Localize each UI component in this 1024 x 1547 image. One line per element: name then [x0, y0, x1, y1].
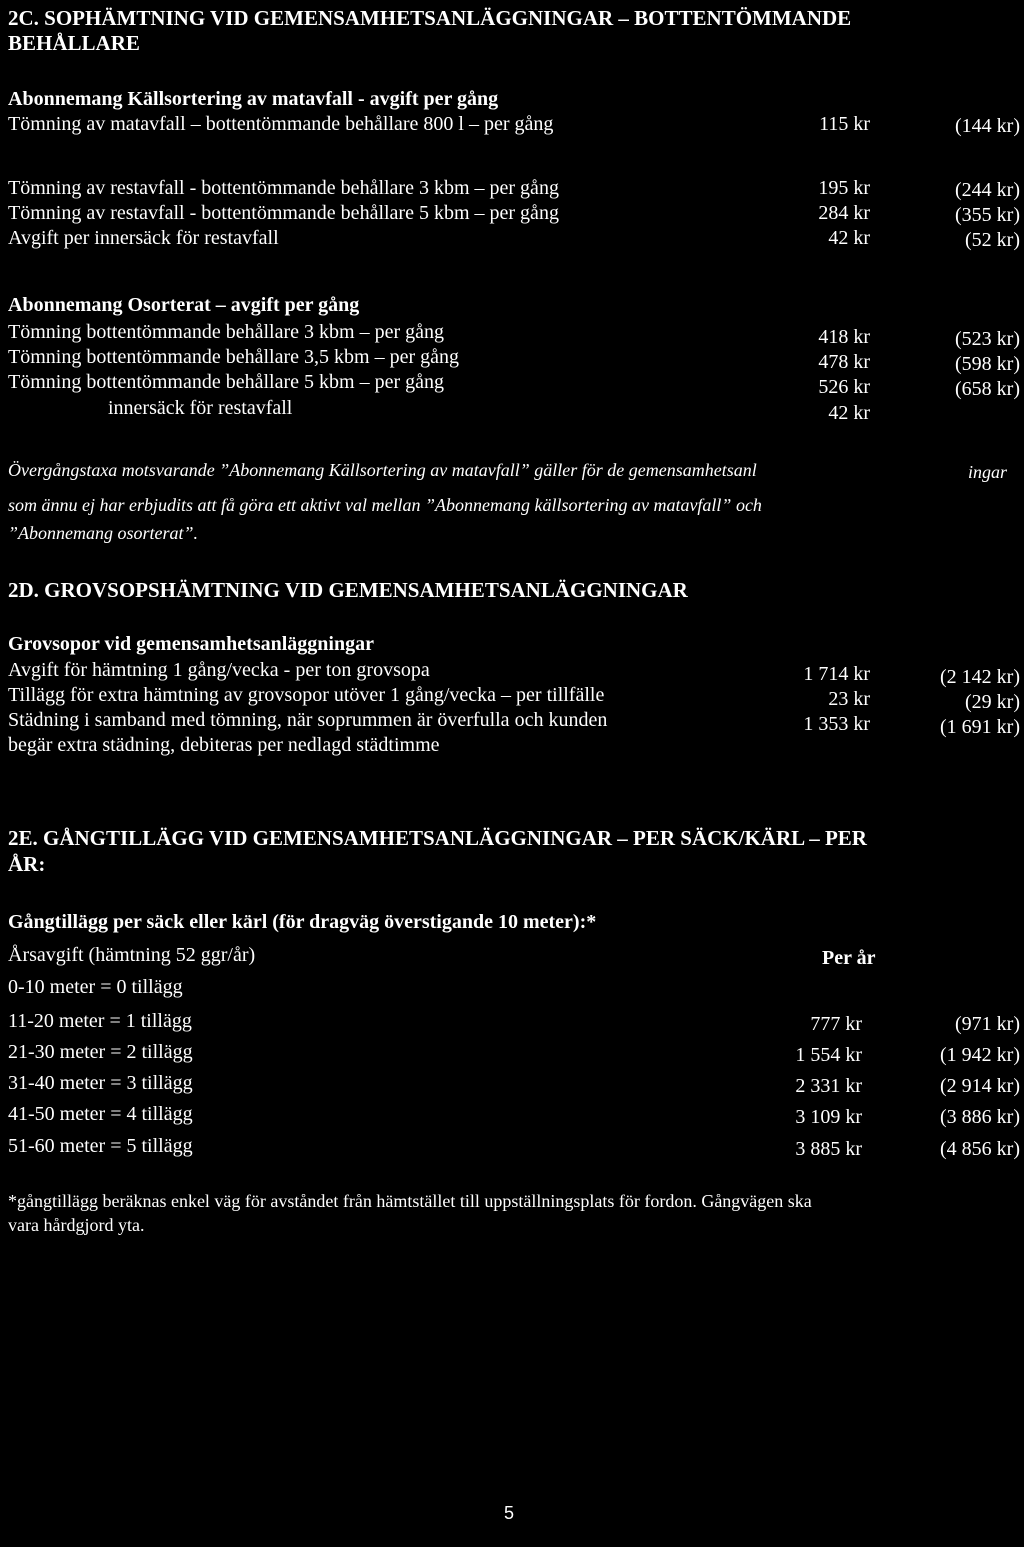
distance-row-label: 51-60 meter = 5 tillägg — [8, 1135, 193, 1157]
page-number: 5 — [504, 1503, 515, 1523]
footnote-line2: vara hårdgjord yta. — [8, 1215, 145, 1235]
fee-row-price-incl: (1 942 kr) — [940, 1044, 1020, 1066]
fee-row-price: 42 kr — [828, 402, 870, 424]
fee-row-label: Städning i samband med tömning, när soprummen är överfulla och kunden — [8, 709, 608, 731]
section-2e-title-line1: 2E. GÅNGTILLÄGG VID GEMENSAMHETSANLÄGGNINGAR – PER SÄCK/KÄRL – PER — [8, 826, 867, 850]
fee-row-label: Tömning av restavfall - bottentömmande behållare 5 kbm – per gång — [8, 202, 559, 224]
fee-row-price-incl: (971 kr) — [955, 1013, 1020, 1035]
fee-row-price: 1 554 kr — [795, 1044, 862, 1066]
fee-row-price-incl: (355 kr) — [955, 204, 1020, 226]
fee-row-price-incl: (144 kr) — [955, 115, 1020, 137]
distance-row-label: 41-50 meter = 4 tillägg — [8, 1103, 193, 1125]
transition-note-line2: som ännu ej har erbjudits att få göra ett aktivt val mellan ”Abonnemang källsortering av matavfall” och — [8, 495, 762, 515]
section-2d-title: 2D. GROVSOPSHÄMTNING VID GEMENSAMHETSANLÄGGNINGAR — [8, 578, 688, 602]
fee-row-price-incl: (4 856 kr) — [940, 1138, 1020, 1160]
fee-row-price-incl: (658 kr) — [955, 378, 1020, 400]
fee-row-price: 3 109 kr — [795, 1106, 862, 1128]
transition-note-line1: Övergångstaxa motsvarande ”Abonnemang Källsortering av matavfall” gäller för de gemensamhetsanl — [8, 460, 757, 480]
fee-row-price-incl: (3 886 kr) — [940, 1106, 1020, 1128]
fee-row-price: 526 kr — [818, 376, 870, 398]
footnote-line1: *gångtillägg beräknas enkel väg för avståndet från hämtstället till uppställningsplats för fordon. Gångvägen ska — [8, 1191, 812, 1211]
section-2c-title-line1: 2C. SOPHÄMTNING VID GEMENSAMHETSANLÄGGNINGAR – BOTTENTÖMMANDE — [8, 6, 852, 30]
fee-row-price: 115 kr — [819, 113, 870, 135]
subheading-kallsortering: Abonnemang Källsortering av matavfall - avgift per gång — [8, 88, 499, 110]
fee-row-price: 284 kr — [818, 202, 870, 224]
fee-row-price: 478 kr — [818, 351, 870, 373]
fee-row-price-incl: (2 142 kr) — [940, 666, 1020, 688]
fee-row-price: 2 331 kr — [795, 1075, 862, 1097]
fee-row-label: Tömning bottentömmande behållare 3,5 kbm – per gång — [8, 346, 459, 368]
fee-row-label: Avgift för hämtning 1 gång/vecka - per ton grovsopa — [8, 659, 430, 681]
distance-row-label: 11-20 meter = 1 tillägg — [8, 1010, 192, 1032]
per-year-header: Per år — [822, 947, 876, 969]
fee-row-label-continuation: begär extra städning, debiteras per nedlagd städtimme — [8, 734, 440, 756]
transition-note-line3: ”Abonnemang osorterat”. — [8, 523, 199, 543]
fee-row-price: 42 kr — [828, 227, 870, 249]
fee-row-label: Tömning av matavfall – bottentömmande behållare 800 l – per gång — [8, 113, 554, 135]
fee-row-price-incl: (523 kr) — [955, 328, 1020, 350]
fee-row-price-incl: (244 kr) — [955, 179, 1020, 201]
distance-row-label: 31-40 meter = 3 tillägg — [8, 1072, 193, 1094]
fee-row-price: 1 353 kr — [803, 713, 870, 735]
fee-row-label: Tömning av restavfall - bottentömmande behållare 3 kbm – per gång — [8, 177, 559, 199]
section-2c-title-line2: BEHÅLLARE — [8, 31, 140, 55]
distance-row-label: 21-30 meter = 2 tillägg — [8, 1041, 193, 1063]
subheading-grovsopor: Grovsopor vid gemensamhetsanläggningar — [8, 633, 374, 655]
fee-row-price-incl: (1 691 kr) — [940, 716, 1020, 738]
subheading-osorterat: Abonnemang Osorterat – avgift per gång — [8, 294, 360, 316]
fee-row-price: 195 kr — [818, 177, 870, 199]
fee-row-label: Tömning bottentömmande behållare 3 kbm – per gång — [8, 321, 444, 343]
subheading-gangtillagg: Gångtillägg per säck eller kärl (för dragväg överstigande 10 meter):* — [8, 911, 597, 933]
fee-row-price: 1 714 kr — [803, 663, 870, 685]
annual-fee-label: Årsavgift (hämtning 52 ggr/år) — [8, 944, 256, 966]
fee-row-price: 418 kr — [818, 326, 870, 348]
fee-row-price-incl: (2 914 kr) — [940, 1075, 1020, 1097]
fee-row-price-incl: (52 kr) — [965, 229, 1020, 251]
distance-row-label: 0-10 meter = 0 tillägg — [8, 976, 183, 998]
fee-row-price: 23 kr — [828, 688, 870, 710]
fee-row-price-incl: (29 kr) — [965, 691, 1020, 713]
fee-row-price: 777 kr — [810, 1013, 862, 1035]
fee-row-label: Avgift per innersäck för restavfall — [8, 227, 279, 249]
fee-row-label: Tillägg för extra hämtning av grovsopor utöver 1 gång/vecka – per tillfälle — [8, 684, 605, 706]
fee-row-label: innersäck för restavfall — [108, 397, 293, 419]
fee-row-price-incl: (598 kr) — [955, 353, 1020, 375]
fee-row-label: Tömning bottentömmande behållare 5 kbm – per gång — [8, 371, 444, 393]
section-2e-title-line2: ÅR: — [8, 852, 46, 876]
fee-row-price: 3 885 kr — [795, 1138, 862, 1160]
transition-note-line1-end: ingar — [968, 462, 1008, 482]
